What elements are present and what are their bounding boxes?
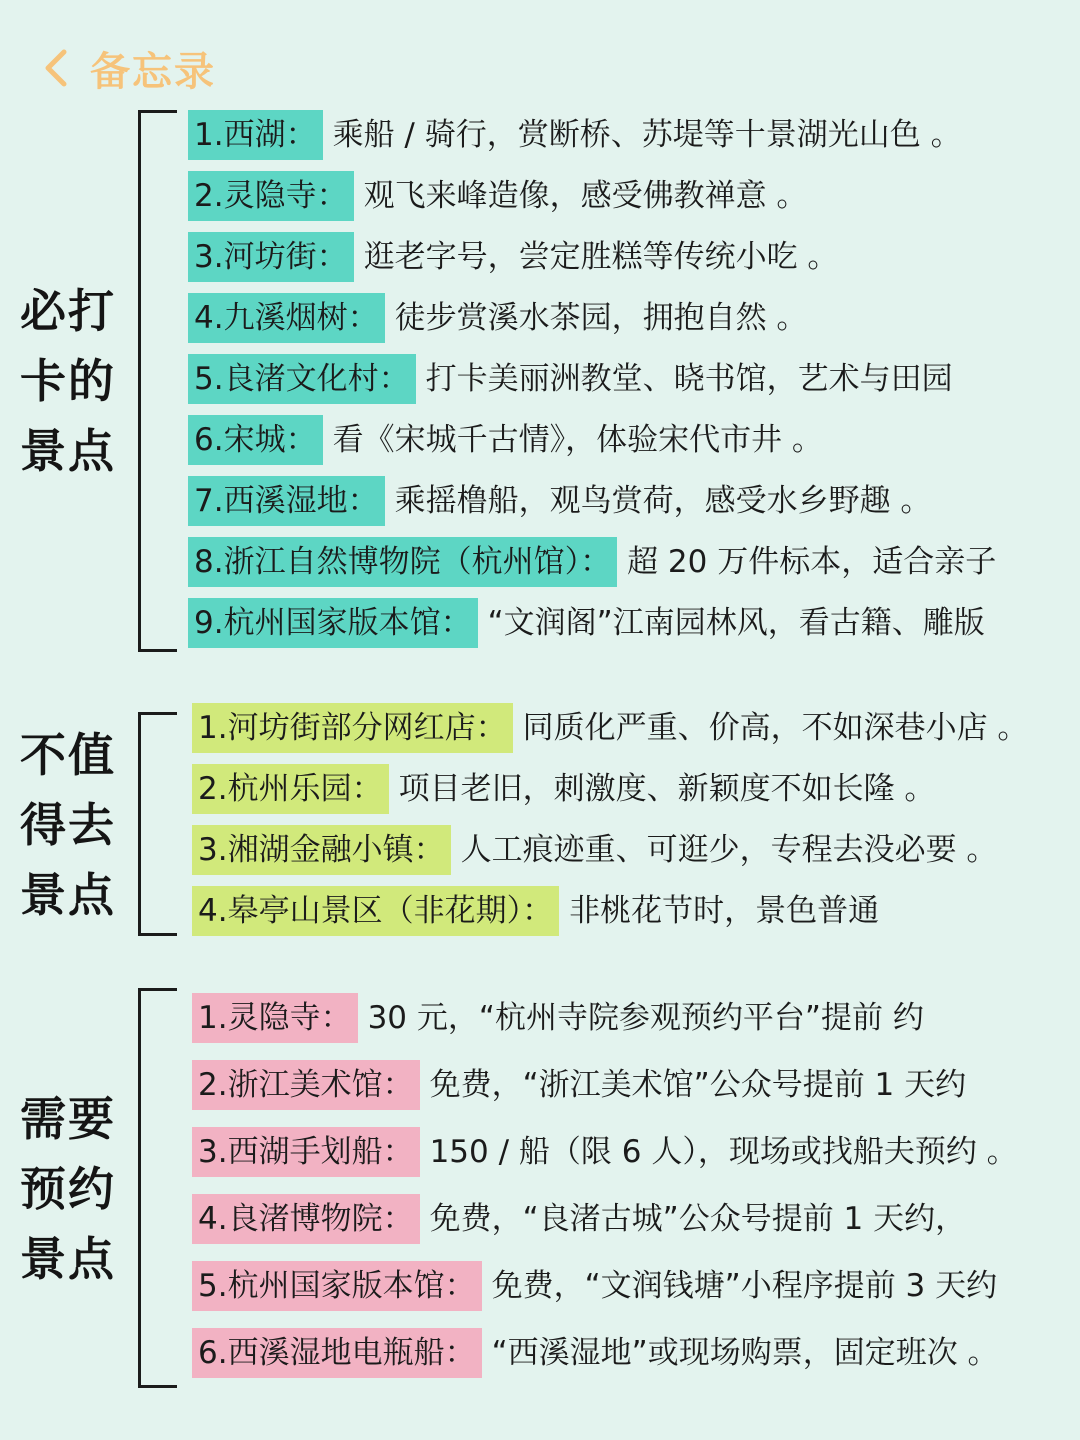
list-item xyxy=(192,764,935,814)
item-key: 3.湘湖金融小镇： xyxy=(192,825,451,875)
item-desc: 徒步赏溪水茶园，拥抱自然 。 xyxy=(394,300,808,336)
item-desc: 免费，“良渚古城”公众号提前 1 天约， xyxy=(429,1201,967,1237)
item-desc: “西溪湿地”或现场购票，固定班次 。 xyxy=(491,1335,999,1371)
item-key: 1.灵隐寺： xyxy=(192,993,358,1043)
item-desc: 免费，“文润钱塘”小程序提前 3 天约 xyxy=(491,1268,998,1304)
item-key: 1.河坊街部分网红店： xyxy=(192,703,513,753)
list-item xyxy=(188,110,962,160)
item-key: 3.河坊街： xyxy=(188,232,354,282)
item-desc: 免费，“浙江美术馆”公众号提前 1 天约 xyxy=(429,1067,967,1103)
list-item xyxy=(192,825,997,875)
header-bar xyxy=(40,38,216,98)
list-item xyxy=(192,1194,966,1244)
list-item xyxy=(192,1127,1018,1177)
section-label: 必打 卡的 景点 xyxy=(20,284,116,478)
item-desc: 30 元，“杭州寺院参观预约平台”提前 约 xyxy=(367,1000,924,1036)
item-desc: 逛老字号，尝定胜糕等传统小吃 。 xyxy=(363,239,839,275)
list-item xyxy=(188,537,996,587)
item-key: 5.良渚文化村： xyxy=(188,354,416,404)
item-key: 9.杭州国家版本馆： xyxy=(188,598,478,648)
item-desc: “文润阁”江南园林风，看古籍、雕版 xyxy=(487,605,985,641)
section-bracket xyxy=(138,988,177,1388)
list-item xyxy=(192,886,879,936)
list-item xyxy=(192,1328,999,1378)
item-key: 4.皋亭山景区（非花期）： xyxy=(192,886,559,936)
section-label: 不值 得去 景点 xyxy=(20,728,116,922)
list-item xyxy=(188,476,931,526)
item-key: 8.浙江自然博物院（杭州馆）： xyxy=(188,537,617,587)
page-title: 备忘录 xyxy=(90,48,216,95)
item-desc: 非桃花节时，景色普通 xyxy=(569,893,880,929)
item-desc: 超 20 万件标本，适合亲子 xyxy=(627,544,997,580)
item-desc: 看《宋城千古情》，体验宋代市井 。 xyxy=(332,422,823,458)
item-key: 4.九溪烟树： xyxy=(188,293,385,343)
list-item xyxy=(188,171,807,221)
item-key: 2.灵隐寺： xyxy=(188,171,354,221)
list-item xyxy=(192,703,1028,753)
list-item xyxy=(188,232,838,282)
list-item xyxy=(192,1261,997,1311)
item-desc: 人工痕迹重、可逛少，专程去没必要 。 xyxy=(460,832,998,868)
item-key: 5.杭州国家版本馆： xyxy=(192,1261,482,1311)
item-key: 2.浙江美术馆： xyxy=(192,1060,420,1110)
section-bracket xyxy=(138,110,177,652)
item-desc: 项目老旧，刺激度、新颖度不如长隆 。 xyxy=(398,771,936,807)
list-item xyxy=(188,415,823,465)
item-desc: 同质化严重、价高，不如深巷小店 。 xyxy=(522,710,1029,746)
list-item xyxy=(192,993,924,1043)
item-desc: 乘摇橹船，观鸟赏荷，感受水乡野趣 。 xyxy=(394,483,932,519)
list-item xyxy=(192,1060,966,1110)
section-label: 需要 预约 景点 xyxy=(20,1092,116,1286)
list-item xyxy=(188,354,953,404)
item-key: 1.西湖： xyxy=(188,110,323,160)
item-key: 2.杭州乐园： xyxy=(192,764,389,814)
chevron-left-icon[interactable] xyxy=(40,46,74,90)
item-key: 3.西湖手划船： xyxy=(192,1127,420,1177)
list-item xyxy=(188,598,985,648)
item-desc: 打卡美丽洲教堂、晓书馆，艺术与田园 xyxy=(425,361,953,397)
section-bracket xyxy=(138,712,177,936)
item-key: 4.良渚博物院： xyxy=(192,1194,420,1244)
item-key: 7.西溪湿地： xyxy=(188,476,385,526)
item-desc: 乘船 / 骑行，赏断桥、苏堤等十景湖光山色 。 xyxy=(332,117,962,153)
item-key: 6.西溪湿地电瓶船： xyxy=(192,1328,482,1378)
item-desc: 观飞来峰造像，感受佛教禅意 。 xyxy=(363,178,808,214)
item-desc: 150 / 船（限 6 人），现场或找船夫预约 。 xyxy=(429,1134,1018,1170)
list-item xyxy=(188,293,807,343)
item-key: 6.宋城： xyxy=(188,415,323,465)
